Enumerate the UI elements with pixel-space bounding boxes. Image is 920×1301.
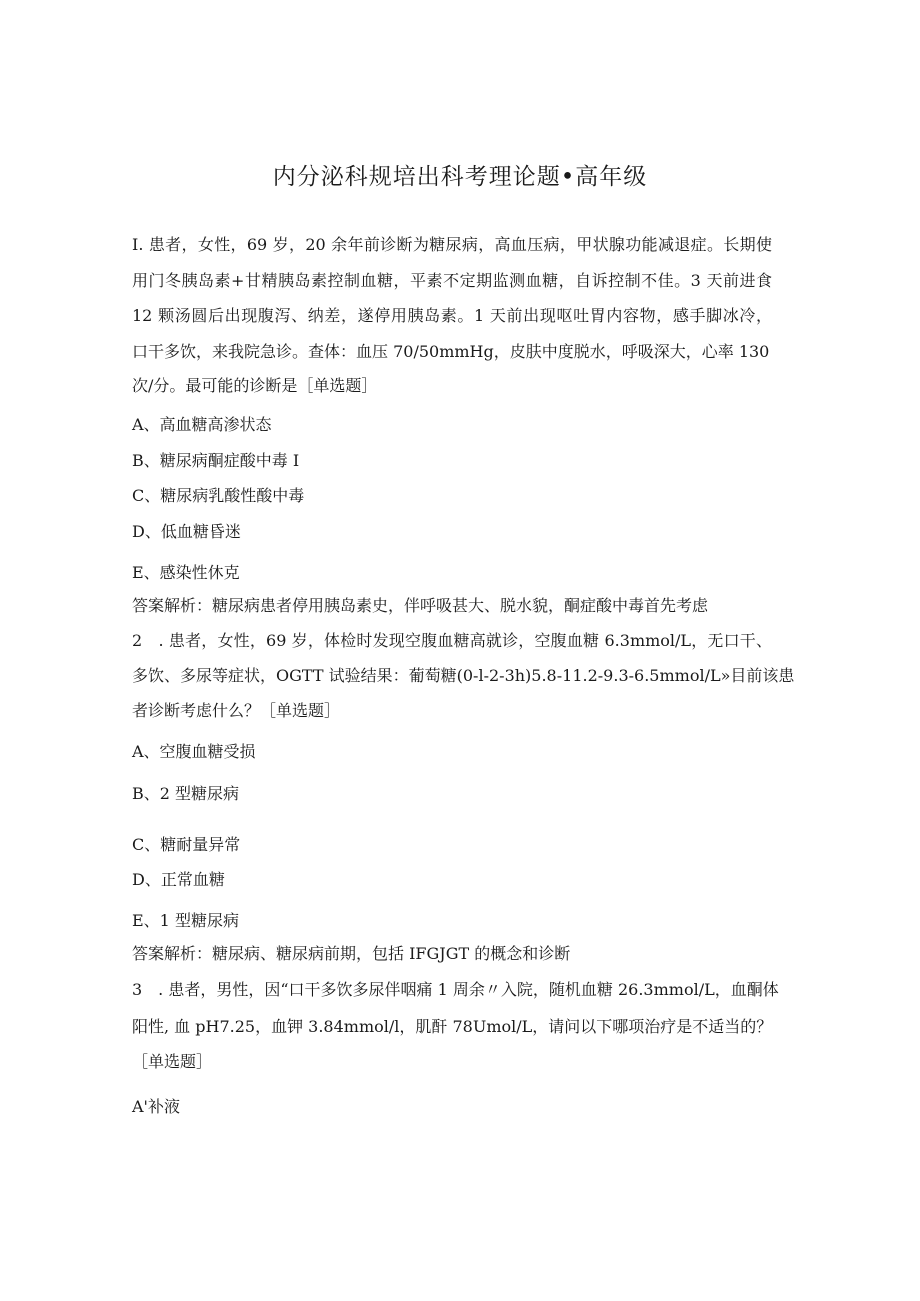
q3-option-a: A'补液 — [132, 1097, 180, 1116]
q1-stem-line-1: I. 患者，女性，69 岁，20 余年前诊断为糖尿病，高血压病，甲状腺功能减退症。长期使 — [132, 235, 772, 254]
q1-option-b: B、糖尿病酮症酸中毒 I — [132, 451, 300, 470]
q2-option-b: B、2 型糖尿病 — [132, 784, 240, 803]
q2-option-a: A、空腹血糖受损 — [132, 742, 256, 761]
q1-stem-line-3: 12 颗汤圆后出现腹泻、纳差，遂停用胰岛素。1 天前出现呕吐胃内容物，感手脚冰冷， — [132, 306, 772, 325]
q2-stem-line-3: 者诊断考虑什么？［单选题］ — [132, 701, 341, 720]
q1-stem-line-2: 用门冬胰岛素+甘精胰岛素控制血糖，平素不定期监测血糖，自诉控制不佳。3 天前进食 — [132, 271, 772, 290]
q1-stem-line-4: 口干多饮，来我院急诊。查体：血压 70/50mmHg，皮肤中度脱水，呼吸深大，心率 130 — [132, 342, 770, 361]
q2-option-c: C、糖耐量异常 — [132, 835, 241, 854]
q1-option-d: D、低血糖昏迷 — [132, 522, 241, 541]
q1-option-c: C、糖尿病乳酸性酸中毒 — [132, 486, 305, 505]
q1-option-e: E、感染性休克 — [132, 563, 240, 582]
q1-answer-analysis: 答案解析：糖尿病患者停用胰岛素史，伴呼吸甚大、脱水貌，酮症酸中毒首先考虑 — [132, 596, 709, 615]
q2-stem-line-2: 多饮、多尿等症状，OGTT 试验结果：葡萄糖(0-l-2-3h)5.8-11.2-9.3-6.5mmol/L»目前该患 — [132, 666, 795, 685]
q3-stem-line-3: ［单选题］ — [132, 1052, 213, 1071]
q1-stem-line-5: 次/分。最可能的诊断是［单选题］ — [132, 376, 378, 395]
q1-option-a: A、高血糖高渗状态 — [132, 415, 272, 434]
q2-option-d: D、正常血糖 — [132, 870, 225, 889]
q2-stem-line-1: 2 . 患者，女性，69 岁，体检时发现空腹血糖高就诊，空腹血糖 6.3mmol/L，无口干、 — [132, 631, 772, 650]
q2-option-e: E、1 型糖尿病 — [132, 911, 239, 930]
page-title: 内分泌科规培出科考理论题•高年级 — [272, 164, 648, 190]
q2-answer-analysis: 答案解析：糖尿病、糖尿病前期，包括 IFGJGT 的概念和诊断 — [132, 944, 571, 963]
q3-stem-line-2: 阳性, 血 pH7.25，血钾 3.84mmol/l，肌酐 78Umol/L，请问以下哪项治疗是不适当的？ — [132, 1017, 773, 1036]
q3-stem-line-1: 3 . 患者，男性，因“口干多饮多尿伴咽痛 1 周余〃入院，随机血糖 26.3mmol/L，血酮体 — [132, 980, 779, 999]
